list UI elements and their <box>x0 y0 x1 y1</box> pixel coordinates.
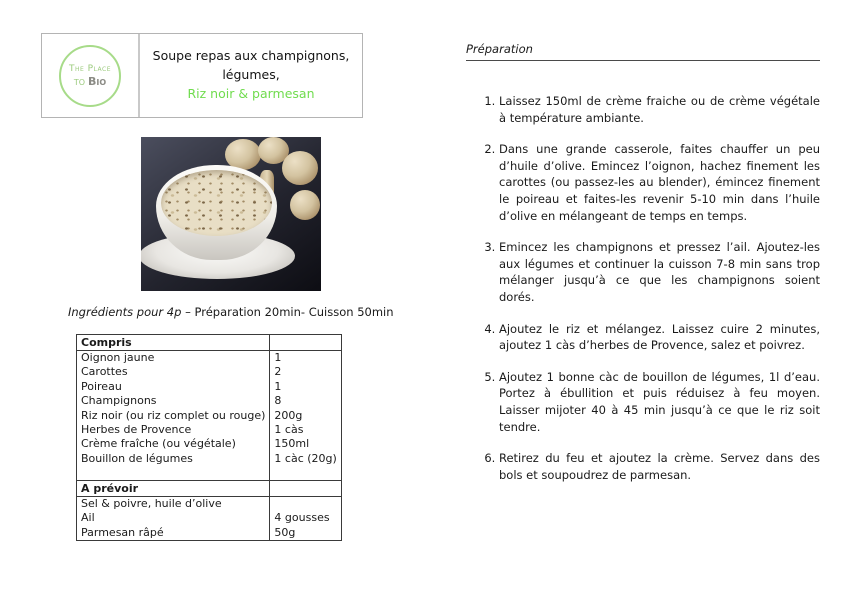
ingredient-name: Riz noir (ou riz complet ou rouge) <box>81 408 266 422</box>
ingredient-qty: 2 <box>270 365 341 379</box>
ingredient-qty: 50g <box>270 526 341 541</box>
ingredient-qty: 150ml <box>270 437 341 451</box>
section-header-label: A prévoir <box>77 480 270 496</box>
logo-word-bio: Bio <box>88 75 107 88</box>
ingredient-qty: 8 <box>270 394 341 408</box>
included-header-row <box>77 335 342 351</box>
logo-text-line2 <box>74 75 106 88</box>
ingredient-qty <box>270 496 341 511</box>
ingredient-row <box>77 496 342 511</box>
ingredient-row <box>77 380 342 394</box>
ingredient-qty: 200g <box>270 409 341 423</box>
logo-word-to: to <box>73 75 85 88</box>
ingredient-name: Oignon jaune <box>81 351 155 364</box>
brand-logo <box>59 45 121 107</box>
soup-surface <box>161 170 272 236</box>
title-line-2: légumes, <box>222 67 280 82</box>
soup-bowl-shape <box>156 165 277 260</box>
to-provide-header-row <box>77 480 342 496</box>
included-rows <box>77 351 342 467</box>
preparation-step: 6. Retirez du feu et ajoutez la crème. Servez dans des bols et soupoudrez de parmesan. <box>499 450 820 483</box>
ingredients-heading-rest: – Préparation 20min- Cuisson 50min <box>181 305 394 319</box>
ingredient-row <box>77 351 342 366</box>
logo-text-line1: The Place <box>68 64 112 74</box>
ingredient-qty: 4 gousses <box>270 511 341 525</box>
ingredient-row <box>77 526 342 541</box>
ingredient-name: Champignons <box>81 394 157 408</box>
ingredient-name: Bouillon de légumes <box>81 451 193 465</box>
empty-cell <box>77 466 270 480</box>
recipe-header <box>41 33 363 118</box>
preparation-step: 1. Laissez 150ml de crème fraiche ou de crème végétale à température ambiante. <box>499 93 820 126</box>
recipe-title <box>140 34 362 117</box>
ingredient-row <box>77 511 342 525</box>
preparation-section <box>466 42 820 498</box>
preparation-step: 4. Ajoutez le riz et mélangez. Laissez cuire 2 minutes, ajoutez 1 càs d’herbes de Provence, salez et poivrez. <box>499 321 820 354</box>
ingredients-table <box>76 334 342 541</box>
ingredient-name: Parmesan râpé <box>81 525 164 539</box>
ingredient-name: Sel & poivre, huile d’olive <box>81 496 222 510</box>
to-provide-rows <box>77 496 342 540</box>
preparation-step: 3. Emincez les champignons et pressez l’ail. Ajoutez-les aux légumes et continuer la cuisson 7-8 min sans trop mélanger jusqu’à ce que les champignons soient dorés. <box>499 239 820 305</box>
preparation-steps <box>466 93 820 483</box>
mushroom-icon <box>282 151 318 185</box>
ingredients-heading <box>68 305 394 319</box>
empty-cell <box>270 480 341 496</box>
title-line-3: Riz noir & parmesan <box>187 86 315 101</box>
ingredient-name: Herbes de Provence <box>81 423 192 437</box>
preparation-heading: Préparation <box>466 42 820 61</box>
soup-photo <box>141 137 321 291</box>
ingredient-qty: 1 <box>270 380 341 394</box>
ingredient-name: Crème fraîche (ou végétale) <box>81 437 236 451</box>
empty-cell <box>270 466 341 480</box>
ingredient-row <box>77 394 342 408</box>
ingredient-row <box>77 423 342 437</box>
ingredient-qty: 1 <box>270 351 341 366</box>
ingredient-name: Carottes <box>81 365 128 379</box>
ingredients-heading-italic: Ingrédients pour 4p <box>68 305 182 319</box>
logo-cell <box>42 34 140 117</box>
ingredient-row <box>77 365 342 379</box>
spacer-row <box>77 466 342 480</box>
section-header-label: Compris <box>77 335 270 351</box>
preparation-step: 5. Ajoutez 1 bonne càc de bouillon de légumes, 1l d’eau. Portez à ébullition et puis réduisez à feu moyen. Laisser mijoter 40 à 45 min jusqu’à ce que le riz soit tendre. <box>499 369 820 435</box>
ingredient-row <box>77 437 342 451</box>
mushroom-icon <box>290 190 320 220</box>
ingredient-row <box>77 452 342 466</box>
ingredient-qty: 1 càs <box>270 423 341 437</box>
title-line-1: Soupe repas aux champignons, <box>152 48 350 63</box>
preparation-step: 2. Dans une grande casserole, faites chauffer un peu d’huile d’olive. Emincez l’oignon, hachez finement les carottes (ou passez-les au blender), émincez finement le poireau et faites-les revenir 5-10 min dans l’huile d’olive en mélangeant de temps en temps. <box>499 141 820 224</box>
ingredient-name: Ail <box>81 511 95 525</box>
empty-cell <box>270 335 341 351</box>
ingredient-row <box>77 409 342 423</box>
ingredient-name: Poireau <box>81 379 122 393</box>
ingredient-qty: 1 càc (20g) <box>270 452 341 466</box>
